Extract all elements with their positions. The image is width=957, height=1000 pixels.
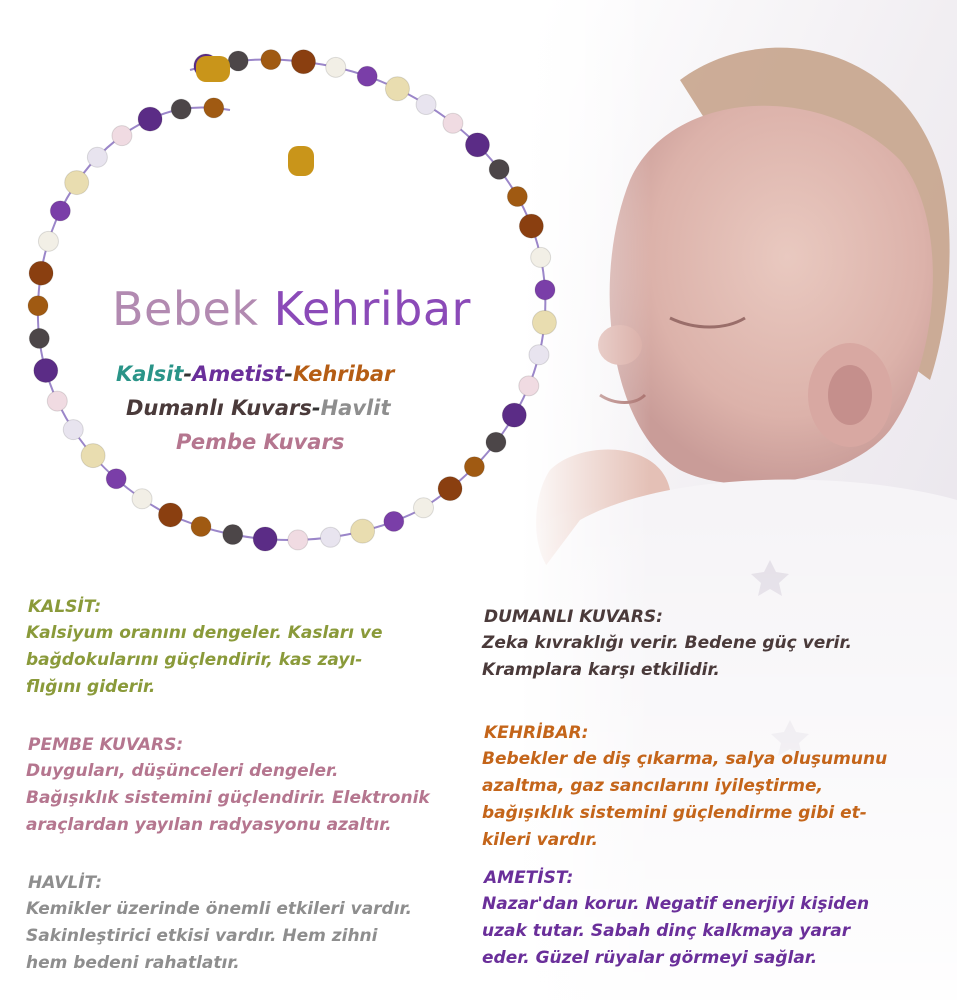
necklace-bead [519,376,539,396]
subtitle-line-1 [116,362,394,386]
necklace-bead [531,247,551,267]
havlit-line: Kemikler üzerinde önemli etkileri vardır. [26,899,412,919]
kalsit-heading: KALSİT: [28,597,102,617]
necklace-bead [320,527,340,547]
ametist-text [482,891,869,972]
subtitle-dumanli: Dumanlı Kuvars [126,396,312,420]
subtitle-kehribar: Kehribar [292,362,395,386]
kehribar-line: bağışıklık sistemini güçlendirme gibi et- [482,803,867,823]
necklace-bead [63,420,83,440]
subtitle-line-2 [126,396,390,420]
necklace-bead [138,107,162,131]
page-title [112,282,471,336]
necklace-bead [65,171,89,195]
ametist-line: Nazar'dan korur. Negatif enerjiyi kişiden [482,894,870,914]
subtitle-dash: - [311,396,321,420]
necklace-bead [532,311,556,335]
necklace-bead [507,187,527,207]
pembe-heading: PEMBE KUVARS: [28,735,184,755]
necklace-bead [253,527,277,551]
necklace-bead [535,280,555,300]
necklace-bead [288,530,308,550]
necklace-bead [38,231,58,251]
subtitle-line-3: Pembe Kuvars [176,430,345,454]
necklace-bead [464,457,484,477]
necklace-bead [414,498,434,518]
necklace-bead [106,469,126,489]
necklace-bead [519,214,543,238]
necklace-bead [87,147,107,167]
necklace-bead [204,98,224,118]
necklace-bead [292,50,316,74]
necklace-bead [502,403,526,427]
necklace-bead [223,525,243,545]
necklace-bead [384,511,404,531]
havlit-line: Sakinleştirici etkisi vardır. Hem zihni [26,926,378,946]
necklace-bead [438,477,462,501]
ametist-line: uzak tutar. Sabah dinç kalkmaya yarar [482,921,851,941]
havlit-text [26,896,412,977]
subtitle-ametist: Ametist [192,362,285,386]
necklace-bead [29,328,49,348]
kehribar-line: Bebekler de diş çıkarma, salya oluşumunu [482,749,888,769]
havlit-heading: HAVLİT: [28,873,103,893]
necklace-bead [529,345,549,365]
necklace-bead [191,517,211,537]
necklace-bead [47,391,67,411]
necklace-bead [81,444,105,468]
ametist-heading: AMETİST: [484,868,574,888]
title-part-1: Bebek [112,282,259,336]
dumanli-heading: DUMANLI KUVARS: [484,607,663,627]
pembe-text [26,758,430,839]
subtitle-kalsit: Kalsit [116,362,184,386]
kehribar-text [482,746,887,854]
necklace-bead [443,113,463,133]
necklace-bead [385,77,409,101]
necklace-bead [171,99,191,119]
kehribar-line: azaltma, gaz sancılarını iyileştirme, [482,776,824,796]
subtitle-dash: - [284,362,293,386]
necklace-bead [112,126,132,146]
kalsit-line: flığını giderir. [26,677,156,697]
dumanli-line: Kramplara karşı etkilidir. [482,660,720,680]
necklace-bead [416,95,436,115]
subtitle-havlit: Havlit [320,396,391,420]
pembe-line: araçlardan yayılan radyasyonu azaltır. [26,815,392,835]
necklace-bead [29,261,53,285]
necklace-bead [486,432,506,452]
kalsit-text [26,620,383,701]
havlit-line: hem bedeni rahatlatır. [26,953,240,973]
ametist-line: eder. Güzel rüyalar görmeyi sağlar. [482,948,818,968]
necklace-bead [34,358,58,382]
necklace-bead [261,50,281,70]
necklace-bead [465,133,489,157]
kehribar-heading: KEHRİBAR: [484,723,589,743]
necklace-bead [351,519,375,543]
necklace-bead [357,66,377,86]
pembe-line: Duyguları, düşünceleri dengeler. [26,761,339,781]
subtitle-dash: - [183,362,193,386]
kalsit-line: bağdokularını güçlendirir, kas zayı- [26,650,363,670]
dumanli-line: Zeka kıvraklığı verir. Bedene güç verir. [482,633,852,653]
necklace-bead [158,503,182,527]
necklace-bead [326,57,346,77]
necklace-bead [228,51,248,71]
pembe-line: Bağışıklık sistemini güçlendirir. Elektronik [26,788,430,808]
title-part-2: Kehribar [273,282,471,336]
necklace-bead [489,159,509,179]
kehribar-line: kileri vardır. [482,830,598,850]
kalsit-line: Kalsiyum oranını dengeler. Kasları ve [26,623,383,643]
necklace-bead [132,489,152,509]
dumanli-text [482,630,852,684]
necklace-bead [28,296,48,316]
necklace-bead [50,201,70,221]
